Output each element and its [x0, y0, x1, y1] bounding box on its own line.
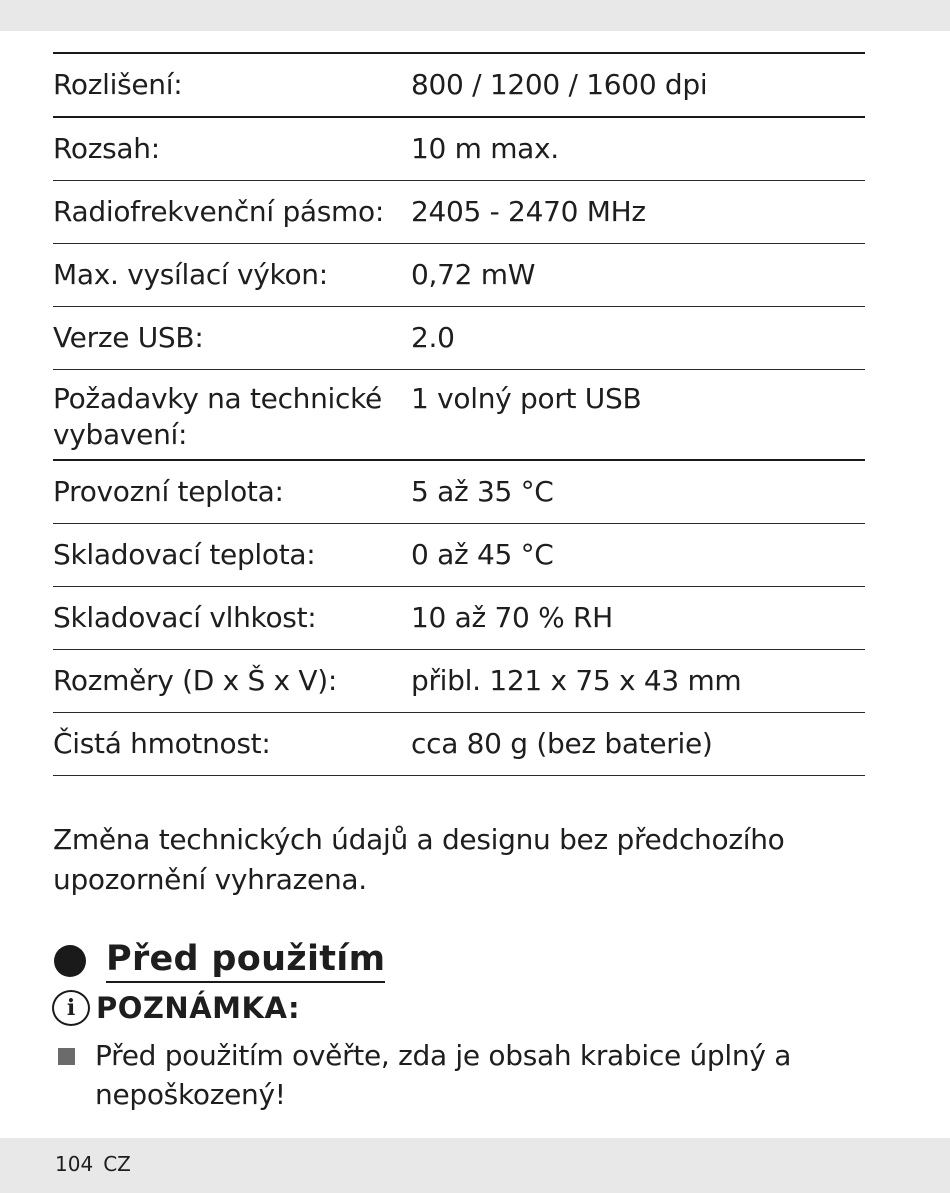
footer-band [0, 1138, 950, 1193]
spec-row [53, 713, 865, 776]
spec-value: přibl. 121 x 75 x 43 mm [411, 650, 865, 713]
spec-row [53, 53, 865, 117]
spec-row [53, 307, 865, 370]
spec-value: 2.0 [411, 307, 865, 370]
spec-row [53, 181, 865, 244]
spec-value: cca 80 g (bez baterie) [411, 713, 865, 776]
list-item [58, 1036, 838, 1114]
spec-label: Skladovací teplota: [53, 524, 411, 587]
spec-value: 2405 - 2470 MHz [411, 181, 865, 244]
spec-value: 0,72 mW [411, 244, 865, 307]
page-number: 104 [55, 1152, 94, 1176]
spec-row [53, 587, 865, 650]
section-heading [54, 936, 385, 986]
change-note: Změna technických údajů a designu bez předchozího upozornění vyhrazena. [53, 823, 785, 896]
spec-row [53, 524, 865, 587]
list-item-text: Před použitím ověřte, zda je obsah krabice úplný a nepoškozený! [95, 1039, 792, 1111]
spec-label: Skladovací vlhkost: [53, 587, 411, 650]
spec-label: Verze USB: [53, 307, 411, 370]
spec-label: Provozní teplota: [53, 460, 411, 524]
spec-row [53, 244, 865, 307]
spec-label: Rozlišení: [53, 53, 411, 117]
language-code: CZ [103, 1152, 131, 1176]
spec-row [53, 460, 865, 524]
spec-table [53, 52, 865, 776]
info-icon: i [52, 990, 90, 1026]
top-band [0, 0, 950, 31]
spec-value: 1 volný port USB [411, 370, 865, 461]
spec-value: 10 až 70 % RH [411, 587, 865, 650]
section-bullet-icon [54, 945, 86, 977]
spec-label: Max. vysílací výkon: [53, 244, 411, 307]
spec-label: Rozměry (D x Š x V): [53, 650, 411, 713]
notice-heading [52, 988, 300, 1028]
spec-row [53, 370, 865, 461]
spec-row [53, 117, 865, 181]
section-title: Před použitím [106, 939, 385, 983]
notice-label: POZNÁMKA: [96, 991, 301, 1025]
spec-label: Radiofrekvenční pásmo: [53, 181, 411, 244]
spec-label: Rozsah: [53, 117, 411, 181]
spec-value: 800 / 1200 / 1600 dpi [411, 53, 865, 117]
spec-value: 0 až 45 °C [411, 524, 865, 587]
spec-row [53, 650, 865, 713]
spec-label: Čistá hmotnost: [53, 713, 411, 776]
square-bullet-icon [58, 1048, 75, 1065]
spec-label: Požadavky na technické vybavení: [53, 370, 411, 461]
spec-value: 5 až 35 °C [411, 460, 865, 524]
footer [55, 1152, 141, 1176]
spec-value: 10 m max. [411, 117, 865, 181]
